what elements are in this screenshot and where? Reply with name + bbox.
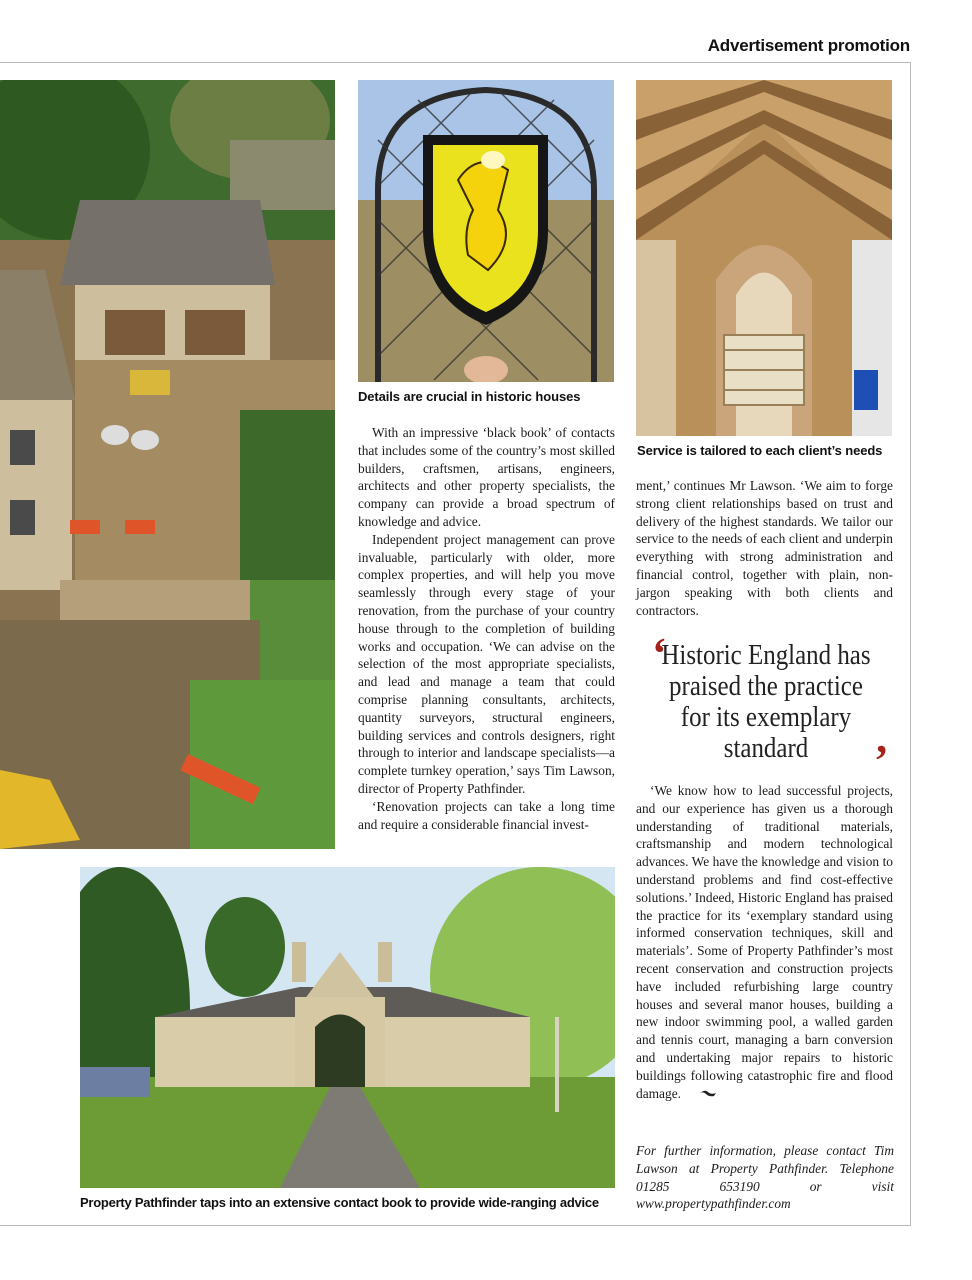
paragraph: With an impressive ‘black book’ of contacts that includes some of the country’s most skilled builders, craftsmen, artisans, engineers, architects and other property specialists, the company can provide a broad spectrum of knowledge and advice. [358,425,615,529]
paragraph-text: ‘We know how to lead successful projects, and our experience has given us a thorough understanding of traditional materials, craftsmanship and modern technological advances. We have the knowledge and vision to understand problems and find cost-effective solutions.’ Indeed, Historic England has praised the practice for its ‘exemplary standard using informed conservation techniques, skill and materials’. Some of Property Pathfinder’s most recent conservation and construction projects have included refurbishing large country houses and several manor houses, building a new indoor swimming pool, a walled garden and tennis court, managing a barn conversion and undertaking major repairs to historic buildings following catastrophic fire and flood damage. [636,783,893,1101]
caption-gatehouse: Property Pathfinder taps into an extensive contact book to provide wide-ranging advice [80,1195,599,1210]
aerial-building-site-photo [0,80,335,849]
caption-stained-glass: Details are crucial in historic houses [358,389,581,404]
stained-glass-panel-photo [358,80,614,382]
paragraph: ‘Renovation projects can take a long time and require a considerable financial invest- [358,798,615,832]
article-column-2-bottom [636,782,893,1102]
open-quote-mark: ‘ [652,629,667,678]
timber-roof-interior-photo [636,80,892,436]
article-column-1 [358,424,615,833]
country-life-end-mark-icon [685,1085,717,1103]
paragraph: ment,’ continues Mr Lawson. ‘We aim to forge strong client relationships based on trust and delivery of the highest standards. We tailor our service to the needs of each client and underpin everything with strong administration and financial control, together with plain, non-jargon speaking with both clients and contractors. [636,478,893,618]
stone-gatehouse-photo [80,867,615,1188]
section-label: Advertisement promotion [707,36,910,55]
caption-timber-roof: Service is tailored to each client’s needs [637,443,883,458]
close-quote-mark: ’ [874,736,889,785]
paragraph [636,782,893,1102]
paragraph: Independent project management can prove invaluable, particularly with older, more complex properties, and will help you move seamlessly through every stage of your renovation, from the purchase of your country house through to the completion of building works and occupation. ‘We can advise on the selection of the most appropriate specialists, and lead and manage a team that could comprise planning consultants, architects, quantity surveyors, structural engineers, building services and controls designers, right through to interior and landscape specialists—a complete turnkey operation,’ says Tim Lawson, director of Property Pathfinder. [358,531,615,796]
contact-info: For further information, please contact Tim Lawson at Property Pathfinder. Telephone 01285 653190 or visit www.propertypathfinder.com [636,1143,894,1212]
article-column-2-top [636,477,893,619]
pull-quote-text: Historic England has praised the practice for its exemplary standard [661,639,871,764]
